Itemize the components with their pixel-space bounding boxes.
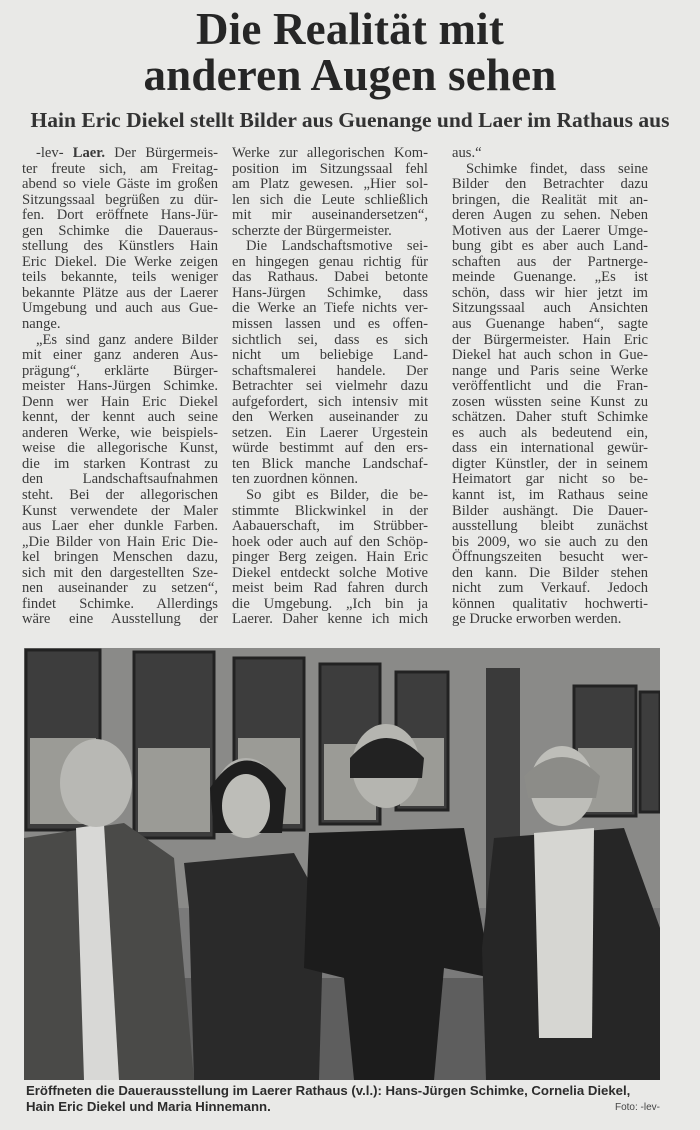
text-line: gen Schimke die Daueraus- [22, 222, 218, 239]
text-line-rest: Der Bürgermeis- [105, 145, 218, 161]
dateline-place: Laer. [72, 145, 106, 161]
text-line: Diekel hat auch schon in Gue- [452, 347, 648, 364]
text-line: nicht zum Verkauf. Jedoch [452, 580, 648, 597]
paragraph [22, 333, 218, 628]
headline-line-2: anderen Augen sehen [143, 50, 557, 100]
text-line: wäre eine Ausstellung der [22, 611, 218, 628]
text-line: Bilder aushängt. Die Dauer- [452, 502, 648, 519]
text-line: das Rathaus. Dabei betonte [232, 269, 428, 286]
text-line: stimmte Blickwinkel in der [232, 502, 428, 519]
text-line: steht. Bei der allegorischen [22, 487, 218, 504]
text-line: Betrachter sei vielmehr dazu [232, 378, 428, 395]
text-line: findet Schimke. Allerdings [22, 595, 218, 612]
text-line: digter Künstler, der in seinem [452, 455, 648, 472]
text-line: hoek oder auch auf den Schöp- [232, 533, 428, 550]
text-line: nicht um beliebige Land- [232, 347, 428, 364]
text-line: Werke zur allegorischen Kom- [232, 145, 428, 161]
text-line: Hans-Jürgen Schimke, dass [232, 284, 428, 301]
text-line: ausstellung bleibt zunächst [452, 518, 648, 535]
text-line: die Umgebung. „Ich bin ja [232, 595, 428, 612]
text-line: am Platz gewesen. „Hier sol- [232, 176, 428, 193]
text-line: ten zuordnen können. [232, 471, 359, 488]
text-line: Öffnungszeiten besucht wer- [452, 549, 648, 566]
paragraph [232, 146, 428, 239]
text-line: dass ein international gewür- [452, 440, 648, 457]
text-line: bringen, die Realität mit an- [452, 191, 648, 208]
photo-image [24, 648, 660, 1080]
article-column-1 [22, 146, 218, 628]
text-line: Schimke findet, dass seine [466, 160, 648, 177]
text-line: kennt, der kennt auch seine [22, 409, 218, 426]
text-line: Kunst verwendete der Maler [22, 502, 218, 519]
text-line: meist beim Rad fahren durch [232, 580, 428, 597]
text-line: ter freute sich, am Freitag- [22, 160, 218, 177]
text-line: prägung“, erklärte Bürger- [22, 362, 218, 379]
text-line: Eric Diekel. Die Werke zeigen [22, 253, 218, 270]
painting [640, 692, 660, 812]
text-line: deren Augen zu sehen. Neben [452, 207, 648, 224]
paragraph [452, 146, 648, 162]
text-line: den Landschaftsaufnahmen [22, 471, 218, 488]
text-line: schön, dass wir hier jetzt im [452, 284, 648, 301]
article-column-2 [232, 146, 428, 628]
text-line: Bilder den Betrachter dazu [452, 176, 648, 193]
text-line: Aabauerschaft, im Strübber- [232, 518, 428, 535]
text-line: fen. Dort eröffnete Hans-Jür- [22, 207, 218, 224]
text-line: bung gibt es aber auch Land- [452, 238, 648, 255]
text-line: en hingegen genau richtig für [232, 253, 428, 270]
text-line: pinger Berg zeigen. Hain Eric [232, 549, 428, 566]
text-line: den Werken auseinander zu [232, 409, 428, 426]
text-line: len sich die Leute schließlich [232, 191, 428, 208]
photo-credit: Foto: -lev- [614, 1102, 660, 1113]
text-line: Sitzungssaal auch Ansichten [452, 300, 648, 317]
text-line: Sitzungssaal begrüßen zu dür- [22, 191, 218, 208]
text-line: meinde Guenange. „Es ist [452, 269, 648, 286]
text-line: aufgefordert, sich intensiv mit [232, 393, 428, 410]
text-line [22, 146, 218, 162]
text-line: sich mit den dargestellten Sze- [22, 564, 218, 581]
text-line: die Werke an Tiefe nichts ver- [232, 300, 428, 317]
text-line: sichtlich sei, dass es sich [232, 331, 428, 348]
text-line: Motiven aus der Laerer Umge- [452, 222, 648, 239]
text-line: kannt ist, im Rathaus seine [452, 487, 648, 504]
text-line: bekannte Plätze aus der Laerer [22, 284, 218, 301]
text-line: die im starken Kontrast zu [22, 455, 218, 472]
text-line: ge Drucke erworben werden. [452, 611, 622, 628]
text-line: kel bringen Menschen dazu, [22, 549, 218, 566]
text-line: Umgebung und auch aus Gue- [22, 300, 218, 317]
text-line: So gibt es Bilder, die be- [246, 487, 428, 504]
text-line: der Bürgermeister. Hain Eric [452, 331, 648, 348]
text-line: schaftsmalerei handele. Der [232, 362, 428, 379]
text-line: stellung des Künstlers Hain [22, 238, 218, 255]
text-line: Heimatort gar nicht so be- [452, 471, 648, 488]
text-line: setzen. Ein Laerer Urgestein [232, 424, 428, 441]
paragraph [232, 239, 428, 488]
text-line: position im Sitzungssaal fehl [232, 160, 428, 177]
text-line: den kann. Die Bilder stehen [452, 564, 648, 581]
text-line: bis 2009, wo sie auch zu den [452, 533, 648, 550]
text-line: „Die Bilder von Hain Eric Die- [22, 533, 218, 550]
text-line: Diekel entdeckt solche Motive [232, 564, 428, 581]
text-line: Laerer. Daher kenne ich mich [232, 611, 428, 628]
text-line: veröffentlicht und die Fran- [452, 378, 648, 395]
text-line: weise die allegorische Kunst, [22, 440, 218, 457]
headline-line-1: Die Realität mit [195, 4, 505, 54]
text-line: schaften aus der Partnerge- [452, 253, 648, 270]
text-line: mit einer ganz anderen Aus- [22, 347, 218, 364]
text-line: zosen wüssten seine Kunst zu [452, 393, 648, 410]
text-line: würde bestimmt auf den ers- [232, 440, 428, 457]
text-line: können qualitativ hochwerti- [452, 595, 648, 612]
text-line: meister Hans-Jürgen Schimke. [22, 378, 218, 395]
text-line: Die Landschaftsmotive sei- [246, 238, 428, 255]
text-line: abend so viele Gäste im großen [22, 176, 218, 193]
text-line: missen lassen und es offen- [232, 316, 428, 333]
text-line: nange. [22, 316, 61, 333]
text-line: „Es sind ganz andere Bilder [36, 331, 218, 348]
text-line: scherzte der Bürgermeister. [232, 222, 392, 239]
text-line: Denn wer Hain Eric Diekel [22, 393, 218, 410]
text-line: aus.“ [452, 145, 482, 161]
article-column-3 [452, 146, 648, 628]
text-line: nange und Paris seine Werke [452, 362, 648, 379]
paragraph [22, 146, 218, 333]
text-line: anderen Werke, wie beispiels- [22, 424, 218, 441]
article-photo [24, 648, 660, 1080]
text-line: schätzen. Daher stuft Schimke [452, 409, 648, 426]
text-line: nen auseinander zu setzen“, [22, 580, 218, 597]
paragraph [232, 488, 428, 628]
paragraph [452, 162, 648, 628]
text-line: teils bekannte, teils weniger [22, 269, 218, 286]
text-line: aus Guenange haben“, sagte [452, 316, 648, 333]
text-line: es auch als bedeutend ein, [452, 424, 648, 441]
text-line: mit mir auseinandersetzen“, [232, 207, 428, 224]
byline-author: -lev- [36, 145, 73, 161]
text-line: ten Blick manche Landschaf- [232, 455, 428, 472]
text-line: aus Laer eher dunkle Farben. [22, 518, 218, 535]
subtitle: Hain Eric Diekel stellt Bilder aus Guenange und Laer im Rathaus aus [30, 108, 670, 132]
photo-caption: Eröffneten die Dauerausstellung im Laerer Rathaus (v.l.): Hans-Jürgen Schimke, Cornelia Diekel, Hain Eric Diekel und Maria Hinnemann. [26, 1083, 631, 1114]
